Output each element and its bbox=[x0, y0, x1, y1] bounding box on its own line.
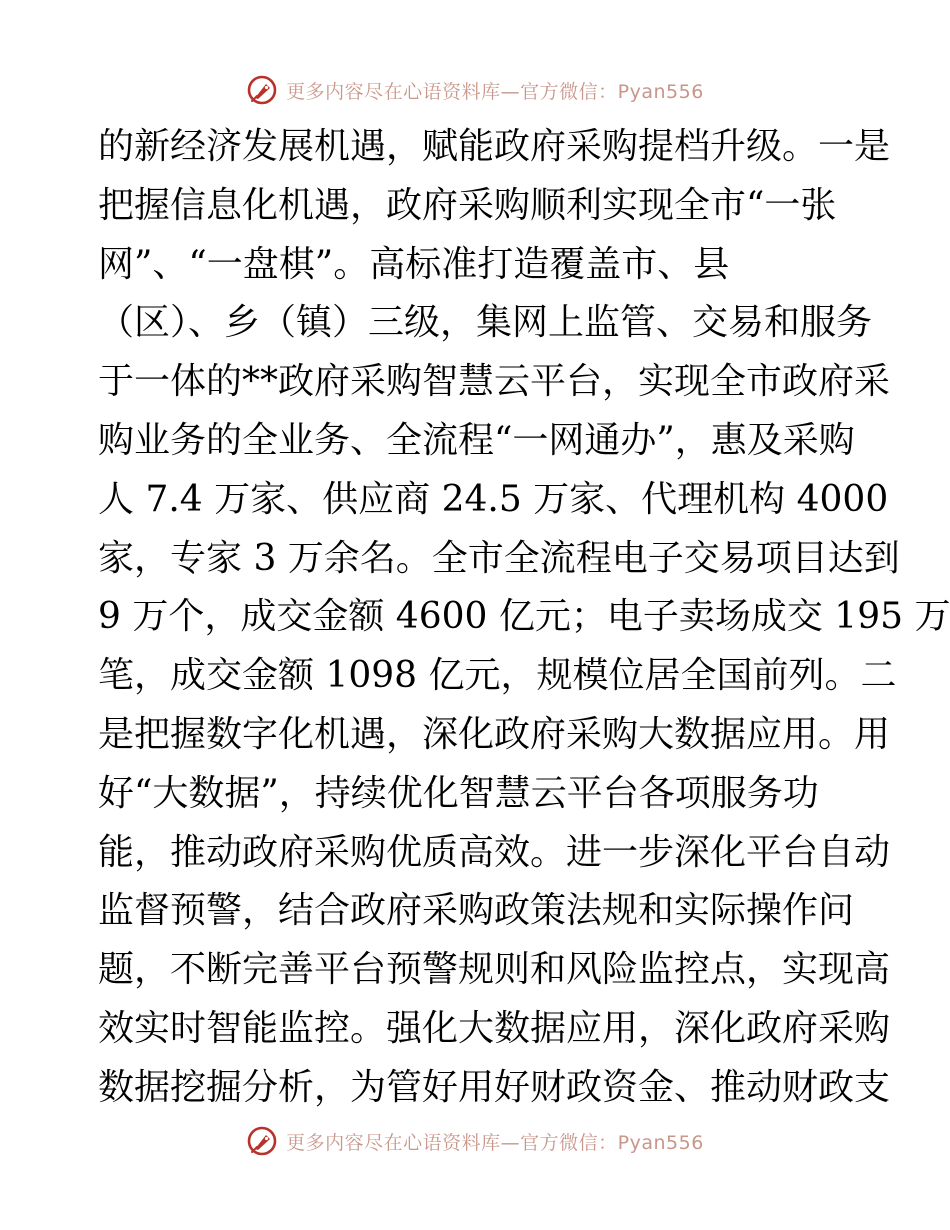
footer-watermark-text: 更多内容尽在心语资料库—官方微信：Pyan556 bbox=[286, 1131, 704, 1154]
body-line: 把握信息化机遇，政府采购顺利实现全市“一张 bbox=[98, 184, 837, 226]
footer-watermark-inner bbox=[246, 1125, 704, 1157]
body-line: 的新经济发展机遇，赋能政府采购提档升级。一是 bbox=[98, 126, 891, 167]
header-watermark-text: 更多内容尽在心语资料库—官方微信：Pyan556 bbox=[286, 80, 704, 103]
body-line: 题，不断完善平台预警规则和风险监控点，实现高 bbox=[98, 949, 891, 991]
footer-watermark-banner bbox=[0, 1121, 950, 1161]
header-watermark-banner bbox=[0, 70, 950, 110]
body-line: 家，专家 3 万余名。全市全流程电子交易项目达到 bbox=[98, 537, 900, 579]
body-line: 购业务的全业务、全流程“一网通办”，惠及采购 bbox=[98, 419, 855, 461]
header-watermark-inner bbox=[246, 74, 704, 106]
body-line: 网”、“一盘棋”。高标准打造覆盖市、县 bbox=[98, 243, 730, 285]
body-line: 笔，成交金额 1098 亿元，规模位居全国前列。二 bbox=[98, 655, 897, 697]
body-line: 数据挖掘分析，为管好用好财政资金、推动财政支 bbox=[98, 1066, 891, 1108]
body-line: 是把握数字化机遇，深化政府采购大数据应用。用 bbox=[98, 713, 891, 755]
body-line: 能，推动政府采购优质高效。进一步深化平台自动 bbox=[98, 831, 891, 873]
body-line: 于一体的**政府采购智慧云平台，实现全市政府采 bbox=[98, 361, 891, 403]
body-line: 效实时智能监控。强化大数据应用，深化政府采购 bbox=[98, 1007, 891, 1049]
body-line: 9 万个，成交金额 4600 亿元；电子卖场成交 195 万 bbox=[98, 596, 950, 638]
body-line: 人 7.4 万家、供应商 24.5 万家、代理机构 4000 bbox=[98, 478, 889, 520]
document-body bbox=[98, 118, 950, 1118]
pen-nib-circle-icon bbox=[246, 74, 278, 106]
body-line: 好“大数据”，持续优化智慧云平台各项服务功 bbox=[98, 772, 819, 814]
body-line: 监督预警，结合政府采购政策法规和实际操作问 bbox=[98, 890, 855, 932]
body-line: （区）、乡（镇）三级，集网上监管、交易和服务 bbox=[98, 302, 873, 344]
pen-nib-circle-icon bbox=[246, 1125, 278, 1157]
